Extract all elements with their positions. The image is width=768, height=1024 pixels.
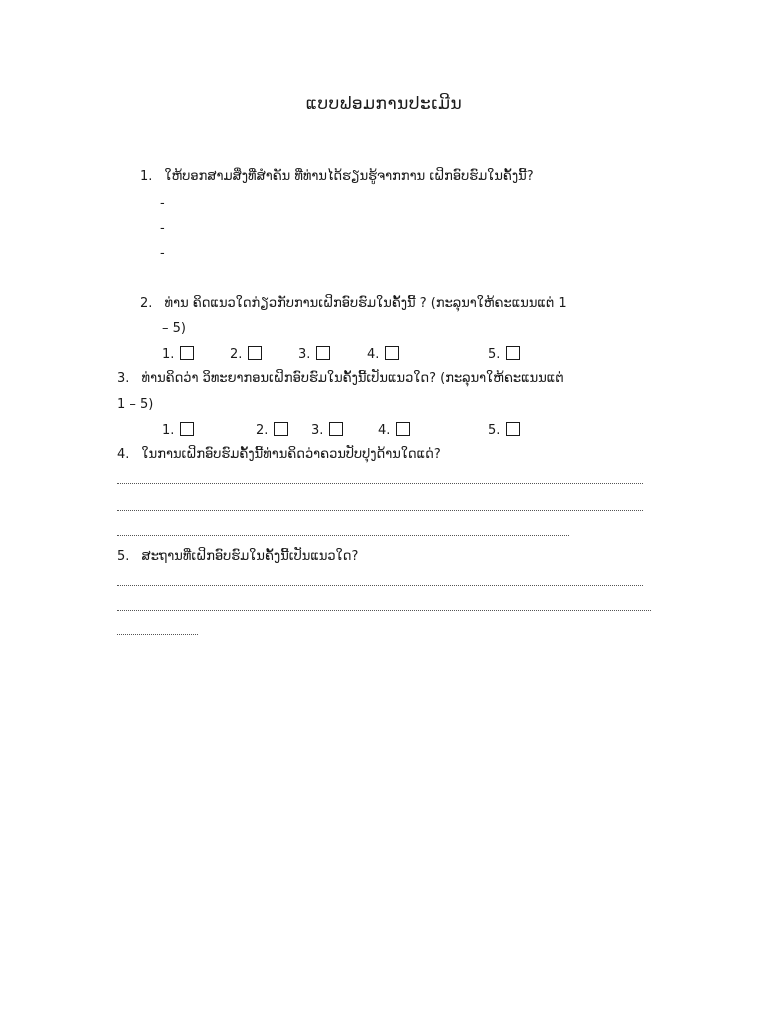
answer-dash-1: - bbox=[160, 196, 165, 211]
form-title: ແບບຟອມການປະເມີນ bbox=[305, 94, 463, 114]
question-2-text-line1: ທ່ານ ຄິດແນວໃດກ່ຽວກັບການເຝິກອົບຮົມໃນຄັ້ງນີ້ ? (ກະລຸນາໃຫ້ຄະແນນແຕ່ 1 bbox=[164, 296, 567, 311]
q3-option-2[interactable]: 2. bbox=[256, 422, 288, 438]
question-2-number: 2. bbox=[140, 296, 153, 311]
question-5-number: 5. bbox=[117, 549, 130, 564]
q3-option-3[interactable]: 3. bbox=[311, 422, 343, 438]
q2-option-3[interactable]: 3. bbox=[298, 346, 330, 362]
checkbox[interactable] bbox=[506, 422, 520, 436]
answer-line[interactable] bbox=[117, 533, 569, 536]
question-4-text: ໃນການເຝິກອົບຮົມຄັ້ງນີ້ທ່ານຄິດວ່າຄວນປັບປຸງດ້ານໃດແດ່? bbox=[141, 447, 441, 462]
answer-line[interactable] bbox=[117, 583, 643, 586]
checkbox[interactable] bbox=[316, 346, 330, 360]
checkbox[interactable] bbox=[274, 422, 288, 436]
q3-option-5[interactable]: 5. bbox=[488, 422, 520, 438]
q3-option-4[interactable]: 4. bbox=[378, 422, 410, 438]
question-3-text-line1: ທ່ານຄິດວ່າ ວິທະຍາກອນເຝິກອົບຮົມໃນຄັ້ງນີ້ເປັນແນວໃດ? (ກະລຸນາໃຫ້ຄະແນນແຕ່ bbox=[141, 371, 564, 386]
checkbox[interactable] bbox=[385, 346, 399, 360]
answer-dash-3: - bbox=[160, 246, 165, 261]
checkbox[interactable] bbox=[180, 422, 194, 436]
answer-line[interactable] bbox=[117, 481, 643, 484]
question-4 bbox=[117, 446, 441, 464]
checkbox[interactable] bbox=[396, 422, 410, 436]
q2-option-5[interactable]: 5. bbox=[488, 346, 520, 362]
question-3-rating bbox=[0, 422, 768, 440]
question-3 bbox=[117, 370, 564, 388]
q2-option-2[interactable]: 2. bbox=[230, 346, 262, 362]
checkbox[interactable] bbox=[248, 346, 262, 360]
question-3-text-line2: 1 – 5) bbox=[117, 397, 154, 412]
q2-option-4[interactable]: 4. bbox=[367, 346, 399, 362]
q3-option-1[interactable]: 1. bbox=[162, 422, 194, 438]
question-5 bbox=[117, 548, 358, 566]
question-2-text-line2: – 5) bbox=[162, 321, 186, 336]
answer-line[interactable] bbox=[117, 632, 198, 635]
q2-option-1[interactable]: 1. bbox=[162, 346, 194, 362]
answer-line[interactable] bbox=[117, 608, 651, 611]
checkbox[interactable] bbox=[329, 422, 343, 436]
question-5-text: ສະຖານທີ່ເຝິກອົບຮົມໃນຄັ້ງນີ້ເປັນແນວໃດ? bbox=[141, 549, 359, 564]
answer-line[interactable] bbox=[117, 508, 643, 511]
question-4-number: 4. bbox=[117, 447, 130, 462]
question-1 bbox=[140, 168, 534, 186]
checkbox[interactable] bbox=[180, 346, 194, 360]
question-3-number: 3. bbox=[117, 371, 130, 386]
checkbox[interactable] bbox=[506, 346, 520, 360]
question-2-rating bbox=[0, 346, 768, 364]
answer-dash-2: - bbox=[160, 221, 165, 236]
question-1-number: 1. bbox=[140, 169, 153, 184]
question-2 bbox=[140, 295, 567, 313]
question-1-text: ໃຫ້ບອກສາມສິ່ງທີ່ສຳຄັນ ທີ່ທ່ານໄດ້ຮຽນຮູ້ຈາກການ ເຝິກອົບຮົມໃນຄັ້ງນີ້? bbox=[164, 169, 534, 184]
